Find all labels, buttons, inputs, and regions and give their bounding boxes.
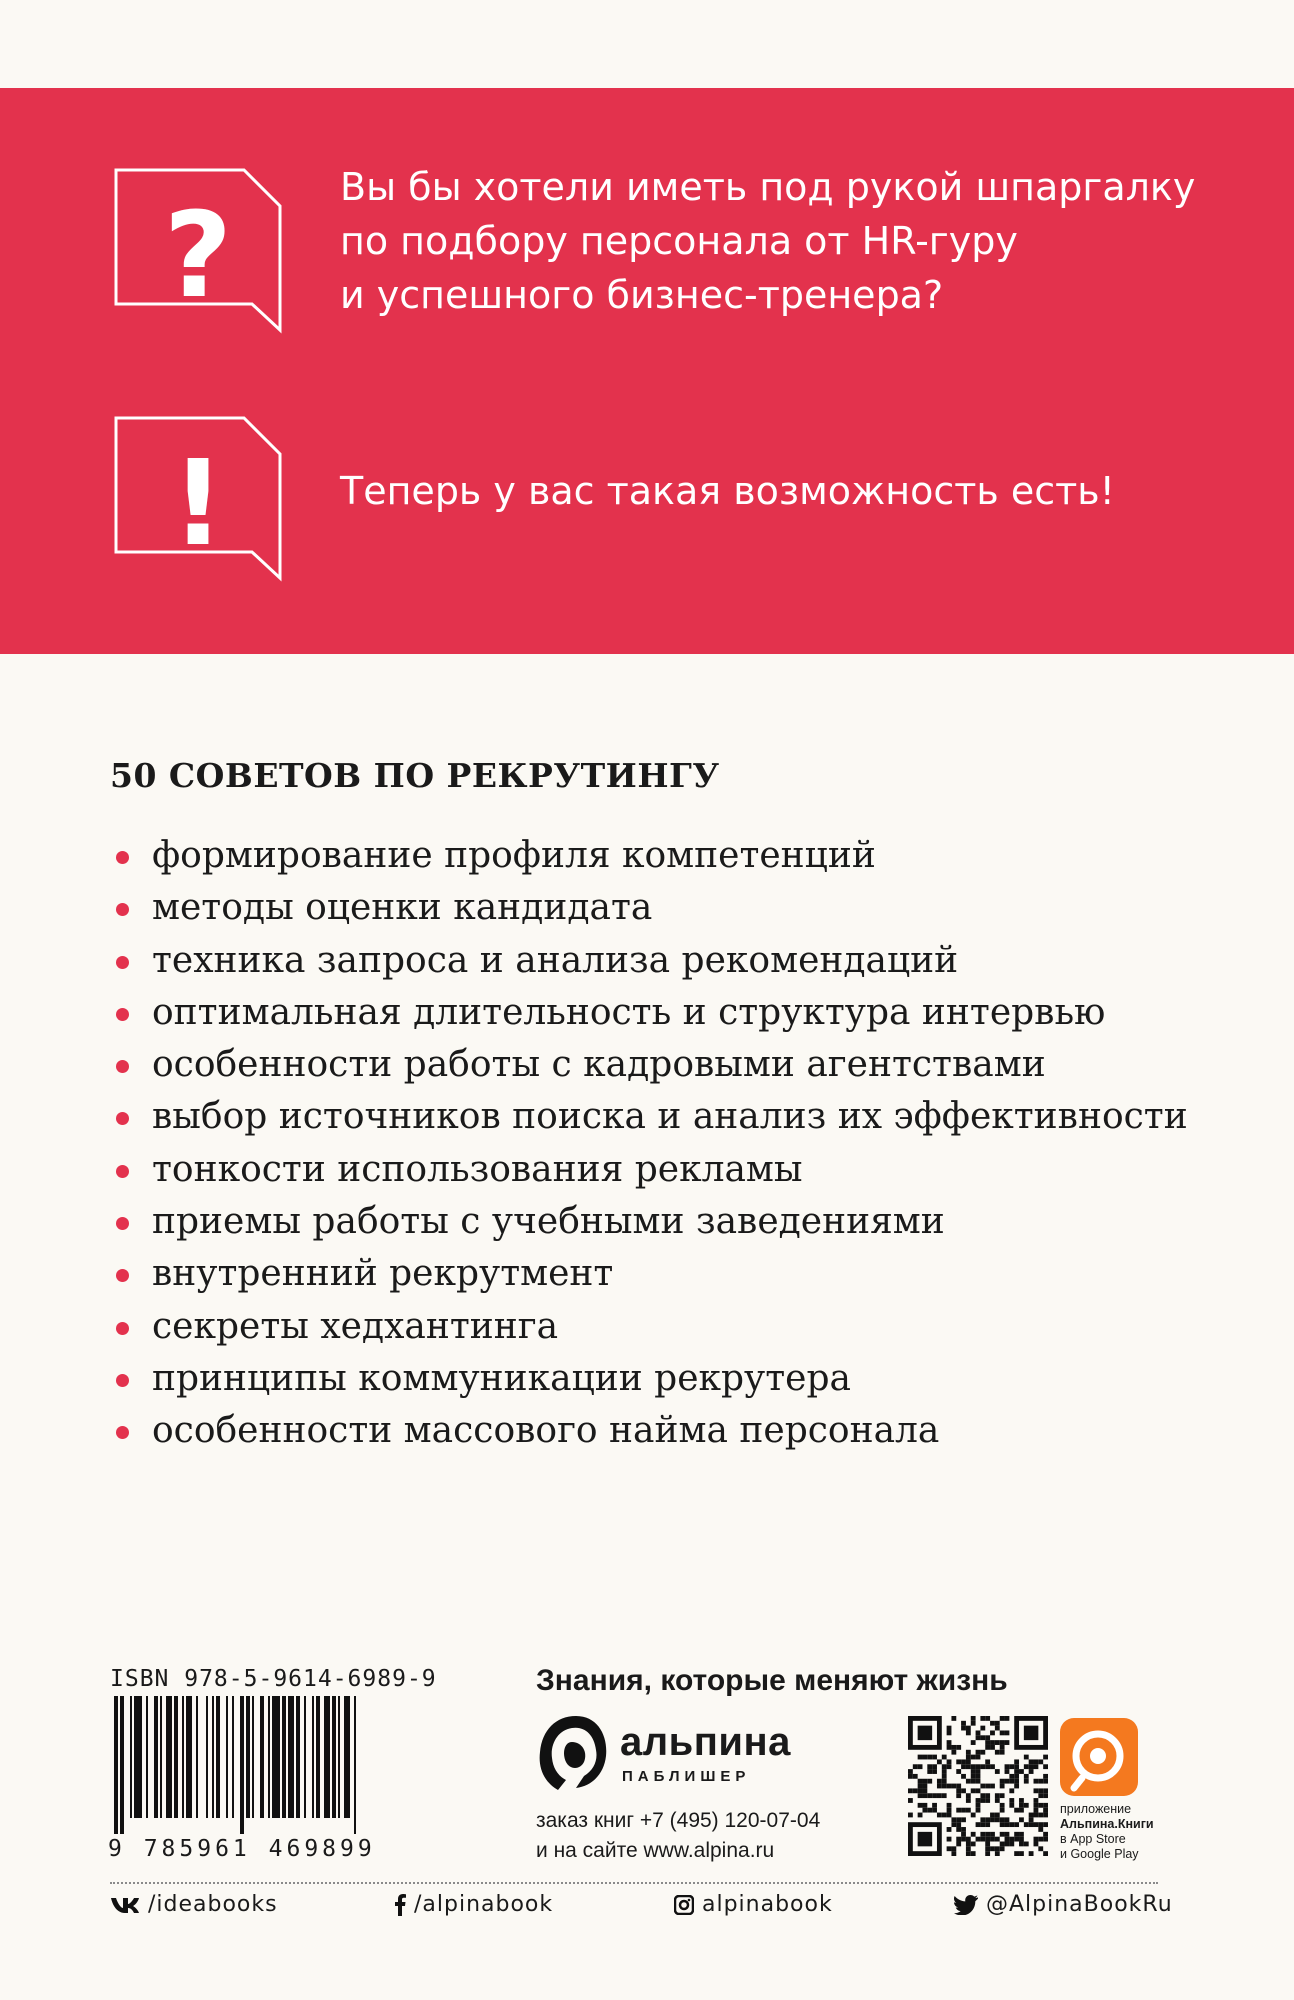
- bullet-icon: [116, 1269, 129, 1282]
- publisher-slogan: Знания, которые меняют жизнь: [536, 1664, 1008, 1697]
- alpina-logo-icon: [536, 1712, 610, 1797]
- tip-text: особенности работы с кадровыми агентствами: [152, 1044, 1046, 1086]
- bullet-icon: [116, 956, 129, 969]
- bullet-icon: [116, 1426, 129, 1439]
- list-item: [110, 1301, 1188, 1353]
- promo-question-line: по подбору персонала от HR-гуру: [340, 219, 1018, 263]
- bullet-icon: [116, 1008, 129, 1021]
- social-text: @AlpinaBookRu: [986, 1892, 1173, 1917]
- bullet-icon: [116, 1217, 129, 1230]
- list-item: [110, 935, 1188, 987]
- ean-digits: 9 785961 469899: [108, 1836, 376, 1862]
- app-line: и Google Play: [1060, 1847, 1139, 1861]
- bullet-icon: [116, 1112, 129, 1125]
- promo-answer: [340, 464, 1115, 518]
- tip-text: выбор источников поиска и анализ их эффективности: [152, 1096, 1188, 1138]
- vk-icon: [110, 1895, 140, 1915]
- app-line: приложение: [1060, 1802, 1132, 1816]
- tip-text: оптимальная длительность и структура интервью: [152, 991, 1106, 1033]
- social-instagram[interactable]: [674, 1892, 833, 1917]
- promo-question-line: и успешного бизнес-тренера?: [340, 273, 944, 317]
- social-vk[interactable]: [110, 1892, 278, 1917]
- list-item: [110, 1091, 1188, 1143]
- bullet-icon: [116, 1374, 129, 1387]
- list-item: [110, 882, 1188, 934]
- isbn-label: ISBN 978-5-9614-6989-9: [110, 1666, 437, 1692]
- social-text: alpinabook: [702, 1892, 833, 1917]
- tips-list: [110, 830, 1188, 1458]
- tip-text: методы оценки кандидата: [152, 887, 653, 929]
- alpina-books-app-icon: [1060, 1718, 1138, 1796]
- bullet-icon: [116, 1060, 129, 1073]
- svg-text:!: !: [171, 434, 225, 572]
- tip-text: секреты хедхантинга: [152, 1305, 559, 1347]
- publisher-sub: ПАБЛИШЕР: [622, 1768, 751, 1785]
- qr-code-icon: [908, 1716, 1048, 1856]
- promo-question-line: Вы бы хотели иметь под рукой шпаргалку: [340, 165, 1196, 209]
- list-item: [110, 1039, 1188, 1091]
- publisher-name: альпина: [620, 1720, 791, 1764]
- tip-text: техника запроса и анализа рекомендаций: [152, 939, 959, 981]
- list-item: [110, 1405, 1188, 1457]
- svg-text:?: ?: [163, 186, 233, 324]
- social-text: /alpinabook: [414, 1892, 554, 1917]
- list-item: [110, 1144, 1188, 1196]
- social-text: /ideabooks: [148, 1892, 278, 1917]
- app-line: в App Store: [1060, 1832, 1126, 1846]
- tip-text: приемы работы с учебными заведениями: [152, 1201, 945, 1243]
- list-item: [110, 1196, 1188, 1248]
- tip-text: принципы коммуникации рекрутера: [152, 1357, 851, 1399]
- tip-text: особенности массового найма персонала: [152, 1410, 940, 1452]
- social-twitter[interactable]: [954, 1892, 1173, 1917]
- social-facebook[interactable]: [394, 1892, 553, 1917]
- list-item: [110, 987, 1188, 1039]
- order-line: заказ книг +7 (495) 120-07-04: [536, 1809, 821, 1832]
- tips-title: 50 СОВЕТОВ ПО РЕКРУТИНГУ: [110, 756, 720, 795]
- bullet-icon: [116, 903, 129, 916]
- divider: [110, 1882, 1158, 1884]
- order-info: [536, 1806, 820, 1866]
- list-item: [110, 830, 1188, 882]
- speech-bubble-question-icon: [114, 168, 284, 338]
- instagram-icon: [674, 1895, 694, 1915]
- bullet-icon: [116, 1322, 129, 1335]
- promo-answer-line: Теперь у вас такая возможность есть!: [340, 469, 1115, 513]
- app-line: Альпина.Книги: [1060, 1817, 1154, 1831]
- twitter-icon: [954, 1895, 978, 1915]
- list-item: [110, 1353, 1188, 1405]
- order-line: и на сайте www.alpina.ru: [536, 1839, 775, 1862]
- speech-bubble-exclamation-icon: [114, 416, 284, 586]
- tip-text: внутренний рекрутмент: [152, 1253, 614, 1295]
- promo-question: [340, 160, 1195, 322]
- tip-text: тонкости использования рекламы: [152, 1148, 803, 1190]
- barcode-icon: [110, 1696, 450, 1834]
- app-caption: [1060, 1802, 1154, 1862]
- list-item: [110, 1248, 1188, 1300]
- bullet-icon: [116, 851, 129, 864]
- facebook-icon: [394, 1894, 406, 1916]
- tip-text: формирование профиля компетенций: [152, 835, 876, 876]
- bullet-icon: [116, 1165, 129, 1178]
